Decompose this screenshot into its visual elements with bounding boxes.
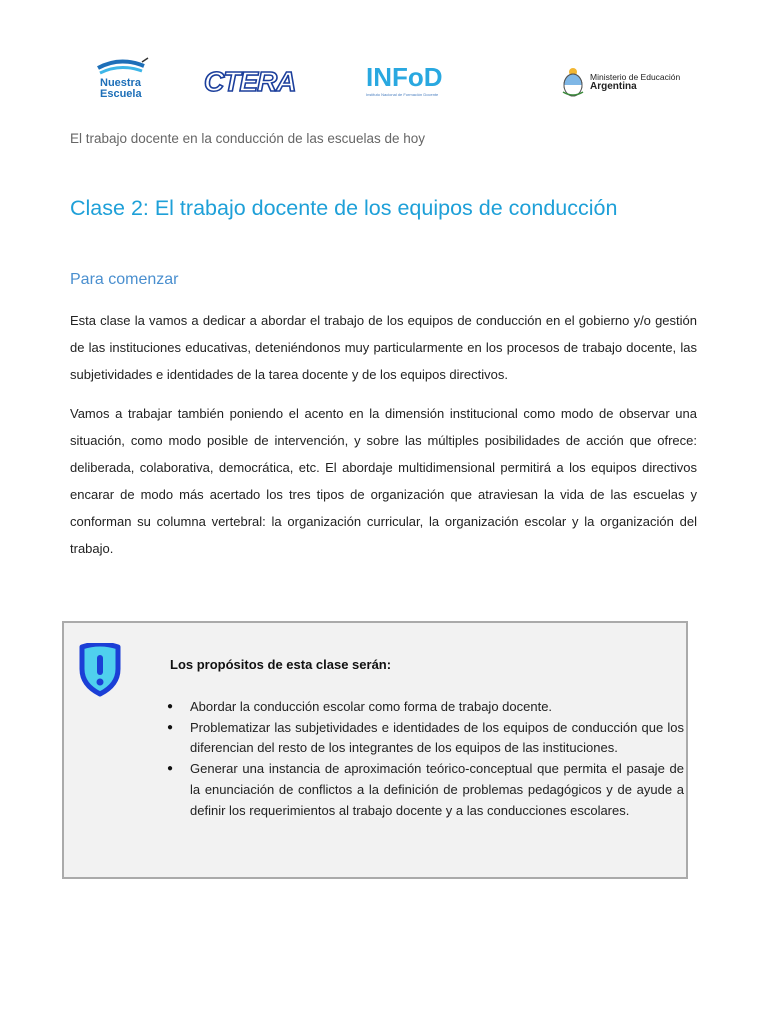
purposes-box — [62, 621, 688, 879]
shield-alert-icon — [78, 643, 122, 697]
infod-logo-text: INFoD — [366, 62, 443, 92]
list-item: ● Abordar la conducción escolar como forma de trabajo docente. — [164, 697, 684, 718]
ministerio-logo — [562, 66, 680, 98]
ministerio-line2: Argentina — [590, 81, 637, 92]
course-title: El trabajo docente en la conducción de las escuelas de hoy — [70, 131, 425, 146]
logo-bar — [0, 54, 768, 114]
infod-logo-subtitle: Instituto Nacional de Formación Docente — [366, 92, 439, 97]
class-title: Clase 2: El trabajo docente de los equipos de conducción — [70, 196, 618, 220]
infod-logo — [366, 64, 443, 97]
nuestra-escuela-line1: Nuestra — [100, 77, 141, 89]
intro-paragraph-2: Vamos a trabajar también poniendo el acento en la dimensión institucional como modo de observar una situación, como modo posible de intervención, y sobre las múltiples posibilidades de acción que ofrece: deliberada, colaborativa, democrática, etc. El abordaje multidimensional permitirá a los equipos directivos encarar de modo más acertado los tres tipos de organización que atraviesan la vida de las escuelas y conforman su columna vertebral: la organización curricular, la organización escolar y la organización del trabajo. — [70, 406, 697, 556]
purposes-heading: Los propósitos de esta clase serán: — [170, 657, 392, 672]
purposes-list — [164, 697, 684, 821]
argentina-coat-of-arms-icon — [562, 66, 584, 98]
ministerio-line1: Ministerio de Educación — [590, 72, 681, 82]
list-item: ● Problematizar las subjetividades e identidades de los equipos de conducción que los diferencian del resto de los integrantes de los equipos de las instituciones. — [164, 718, 684, 759]
list-item: ● Generar una instancia de aproximación teórico-conceptual que permita el pasaje de la enunciación de conflictos a la definición de problemas pedagógicos y de ayude a definir los requerimientos al trabajo docente y a las conducciones escolares. — [164, 759, 684, 821]
section-title: Para comenzar — [70, 271, 179, 288]
nuestra-escuela-line2: Escuela — [100, 88, 142, 100]
nuestra-escuela-arc-icon — [94, 56, 150, 78]
intro-paragraph-1: Esta clase la vamos a dedicar a abordar el trabajo de los equipos de conducción en el gobierno y/o gestión de las instituciones educativas, deteniéndonos muy particularmente en los procesos de trabajo docente, las subjetividades e identidades de la tarea docente y de los equipos directivos. — [70, 313, 697, 382]
ministerio-text — [590, 72, 680, 92]
ctera-logo: CTERA — [204, 66, 296, 97]
nuestra-escuela-logo — [94, 56, 154, 112]
